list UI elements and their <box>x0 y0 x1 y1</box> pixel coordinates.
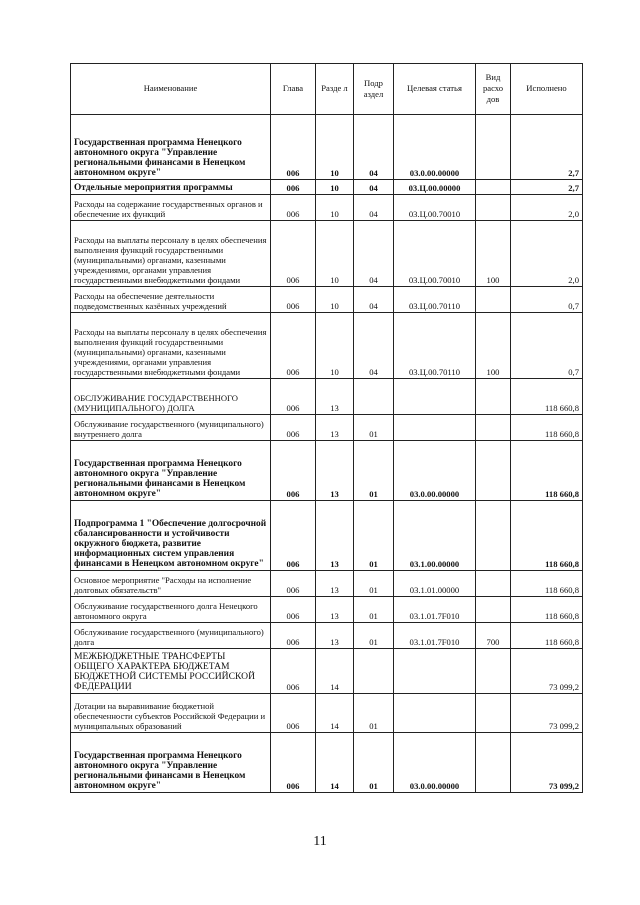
cell-razdel: 14 <box>316 733 354 793</box>
cell-razdel: 10 <box>316 287 354 313</box>
cell-ispolneno: 118 660,8 <box>511 441 583 501</box>
table-row <box>71 441 583 501</box>
cell-statya <box>394 415 476 441</box>
cell-glava: 006 <box>271 195 316 221</box>
cell-podrazdel: 04 <box>354 180 394 195</box>
cell-statya: 03.Ц.00.70110 <box>394 287 476 313</box>
cell-glava: 006 <box>271 649 316 694</box>
cell-statya <box>394 379 476 415</box>
cell-vid <box>476 115 511 180</box>
cell-razdel: 13 <box>316 571 354 597</box>
table-row <box>71 313 583 379</box>
cell-razdel: 13 <box>316 597 354 623</box>
cell-vid: 100 <box>476 221 511 287</box>
header-glava: Глава <box>271 64 316 115</box>
cell-razdel: 13 <box>316 379 354 415</box>
cell-ispolneno: 73 099,2 <box>511 649 583 694</box>
cell-glava: 006 <box>271 501 316 571</box>
cell-statya: 03.Ц.00.70110 <box>394 313 476 379</box>
table-row <box>71 501 583 571</box>
cell-podrazdel: 01 <box>354 597 394 623</box>
cell-statya: 03.Ц.00.70010 <box>394 221 476 287</box>
cell-vid <box>476 649 511 694</box>
cell-glava: 006 <box>271 733 316 793</box>
cell-podrazdel: 04 <box>354 195 394 221</box>
cell-statya <box>394 649 476 694</box>
header-statya: Целевая статья <box>394 64 476 115</box>
cell-glava: 006 <box>271 221 316 287</box>
header-ispolneno: Исполнено <box>511 64 583 115</box>
cell-ispolneno: 2,7 <box>511 115 583 180</box>
cell-ispolneno: 118 660,8 <box>511 379 583 415</box>
cell-statya: 03.0.00.00000 <box>394 441 476 501</box>
table-row <box>71 221 583 287</box>
cell-podrazdel: 04 <box>354 115 394 180</box>
cell-podrazdel: 04 <box>354 313 394 379</box>
cell-statya: 03.Ц.00.70010 <box>394 195 476 221</box>
cell-glava: 006 <box>271 597 316 623</box>
cell-vid <box>476 441 511 501</box>
cell-vid <box>476 597 511 623</box>
cell-vid <box>476 180 511 195</box>
cell-vid <box>476 287 511 313</box>
cell-name: Подпрограмма 1 "Обеспечение долгосрочной сбалансированности и устойчивости окружного бюджета, развитие информационных систем управления финансами в Ненецком автономном округе" <box>71 501 271 571</box>
cell-vid: 700 <box>476 623 511 649</box>
cell-razdel: 10 <box>316 221 354 287</box>
cell-name: Основное мероприятие "Расходы на исполнение долговых обязательств" <box>71 571 271 597</box>
cell-name: Дотации на выравнивание бюджетной обеспеченности субъектов Российской Федерации и муниципальных образований <box>71 694 271 733</box>
cell-glava: 006 <box>271 441 316 501</box>
cell-ispolneno: 2,0 <box>511 221 583 287</box>
cell-glava: 006 <box>271 694 316 733</box>
table-row <box>71 379 583 415</box>
cell-name: Государственная программа Ненецкого автономного округа "Управление региональными финансами в Ненецком автономном округе" <box>71 441 271 501</box>
cell-ispolneno: 2,7 <box>511 180 583 195</box>
table-row <box>71 694 583 733</box>
cell-ispolneno: 0,7 <box>511 313 583 379</box>
table-row <box>71 733 583 793</box>
cell-glava: 006 <box>271 180 316 195</box>
cell-podrazdel: 01 <box>354 623 394 649</box>
cell-glava: 006 <box>271 379 316 415</box>
cell-name: Государственная программа Ненецкого автономного округа "Управление региональными финансами в Ненецком автономном округе" <box>71 733 271 793</box>
document-page <box>70 63 582 793</box>
cell-podrazdel: 04 <box>354 221 394 287</box>
cell-razdel: 10 <box>316 313 354 379</box>
cell-razdel: 14 <box>316 649 354 694</box>
cell-glava: 006 <box>271 287 316 313</box>
cell-name: ОБСЛУЖИВАНИЕ ГОСУДАРСТВЕННОГО (МУНИЦИПАЛЬНОГО) ДОЛГА <box>71 379 271 415</box>
cell-ispolneno: 73 099,2 <box>511 733 583 793</box>
cell-razdel: 13 <box>316 501 354 571</box>
table-row <box>71 415 583 441</box>
cell-razdel: 10 <box>316 195 354 221</box>
table-row <box>71 649 583 694</box>
cell-podrazdel: 01 <box>354 733 394 793</box>
cell-ispolneno: 0,7 <box>511 287 583 313</box>
cell-podrazdel: 01 <box>354 694 394 733</box>
cell-ispolneno: 118 660,8 <box>511 415 583 441</box>
cell-glava: 006 <box>271 571 316 597</box>
cell-name: Расходы на выплаты персоналу в целях обеспечения выполнения функций государственными (муниципальными) органами, казенными учреждениями, органами управления государственными внебюджетными фондами <box>71 221 271 287</box>
cell-statya <box>394 694 476 733</box>
cell-glava: 006 <box>271 313 316 379</box>
table-row <box>71 195 583 221</box>
header-name: Наименование <box>71 64 271 115</box>
cell-ispolneno: 118 660,8 <box>511 623 583 649</box>
cell-podrazdel: 01 <box>354 501 394 571</box>
cell-podrazdel: 01 <box>354 415 394 441</box>
cell-name: Обслуживание государственного (муниципального) долга <box>71 623 271 649</box>
cell-name: Отдельные мероприятия программы <box>71 180 271 195</box>
cell-vid <box>476 195 511 221</box>
table-row <box>71 115 583 180</box>
cell-name: МЕЖБЮДЖЕТНЫЕ ТРАНСФЕРТЫ ОБЩЕГО ХАРАКТЕРА БЮДЖЕТАМ БЮДЖЕТНОЙ СИСТЕМЫ РОССИЙСКОЙ ФЕДЕРАЦИИ <box>71 649 271 694</box>
cell-statya: 03.1.01.00000 <box>394 571 476 597</box>
cell-vid <box>476 694 511 733</box>
cell-razdel: 13 <box>316 441 354 501</box>
cell-razdel: 10 <box>316 115 354 180</box>
cell-podrazdel: 04 <box>354 287 394 313</box>
cell-razdel: 10 <box>316 180 354 195</box>
cell-ispolneno: 118 660,8 <box>511 571 583 597</box>
cell-vid <box>476 501 511 571</box>
table-row <box>71 571 583 597</box>
cell-statya: 03.0.00.00000 <box>394 733 476 793</box>
cell-vid <box>476 379 511 415</box>
page-number: 11 <box>313 834 327 849</box>
cell-podrazdel <box>354 649 394 694</box>
cell-name: Обслуживание государственного (муниципального) внутреннего долга <box>71 415 271 441</box>
cell-name: Расходы на обеспечение деятельности подведомственных казённых учреждений <box>71 287 271 313</box>
table-row <box>71 287 583 313</box>
table-header-row <box>71 64 583 115</box>
table-row <box>71 180 583 195</box>
cell-podrazdel: 01 <box>354 571 394 597</box>
budget-table <box>70 63 583 793</box>
header-vid: Вид расхо дов <box>476 64 511 115</box>
cell-razdel: 13 <box>316 623 354 649</box>
cell-statya: 03.1.01.7F010 <box>394 623 476 649</box>
cell-ispolneno: 73 099,2 <box>511 694 583 733</box>
cell-statya: 03.1.01.7F010 <box>394 597 476 623</box>
cell-statya: 03.1.00.00000 <box>394 501 476 571</box>
cell-statya: 03.0.00.00000 <box>394 115 476 180</box>
cell-ispolneno: 2,0 <box>511 195 583 221</box>
cell-name: Государственная программа Ненецкого автономного округа "Управление региональными финансами в Ненецком автономном округе" <box>71 115 271 180</box>
cell-vid: 100 <box>476 313 511 379</box>
table-row <box>71 623 583 649</box>
cell-razdel: 14 <box>316 694 354 733</box>
cell-name: Расходы на выплаты персоналу в целях обеспечения выполнения функций государственными (муниципальными) органами, казенными учреждениями, органами управления государственными внебюджетными фондами <box>71 313 271 379</box>
cell-ispolneno: 118 660,8 <box>511 501 583 571</box>
cell-glava: 006 <box>271 623 316 649</box>
cell-glava: 006 <box>271 415 316 441</box>
cell-ispolneno: 118 660,8 <box>511 597 583 623</box>
cell-podrazdel <box>354 379 394 415</box>
cell-glava: 006 <box>271 115 316 180</box>
cell-name: Расходы на содержание государственных органов и обеспечение их функций <box>71 195 271 221</box>
cell-name: Обслуживание государственного долга Ненецкого автономного округа <box>71 597 271 623</box>
cell-vid <box>476 415 511 441</box>
cell-vid <box>476 571 511 597</box>
header-podrazdel: Подр аздел <box>354 64 394 115</box>
header-razdel: Разде л <box>316 64 354 115</box>
cell-razdel: 13 <box>316 415 354 441</box>
cell-vid <box>476 733 511 793</box>
cell-podrazdel: 01 <box>354 441 394 501</box>
cell-statya: 03.Ц.00.00000 <box>394 180 476 195</box>
table-row <box>71 597 583 623</box>
